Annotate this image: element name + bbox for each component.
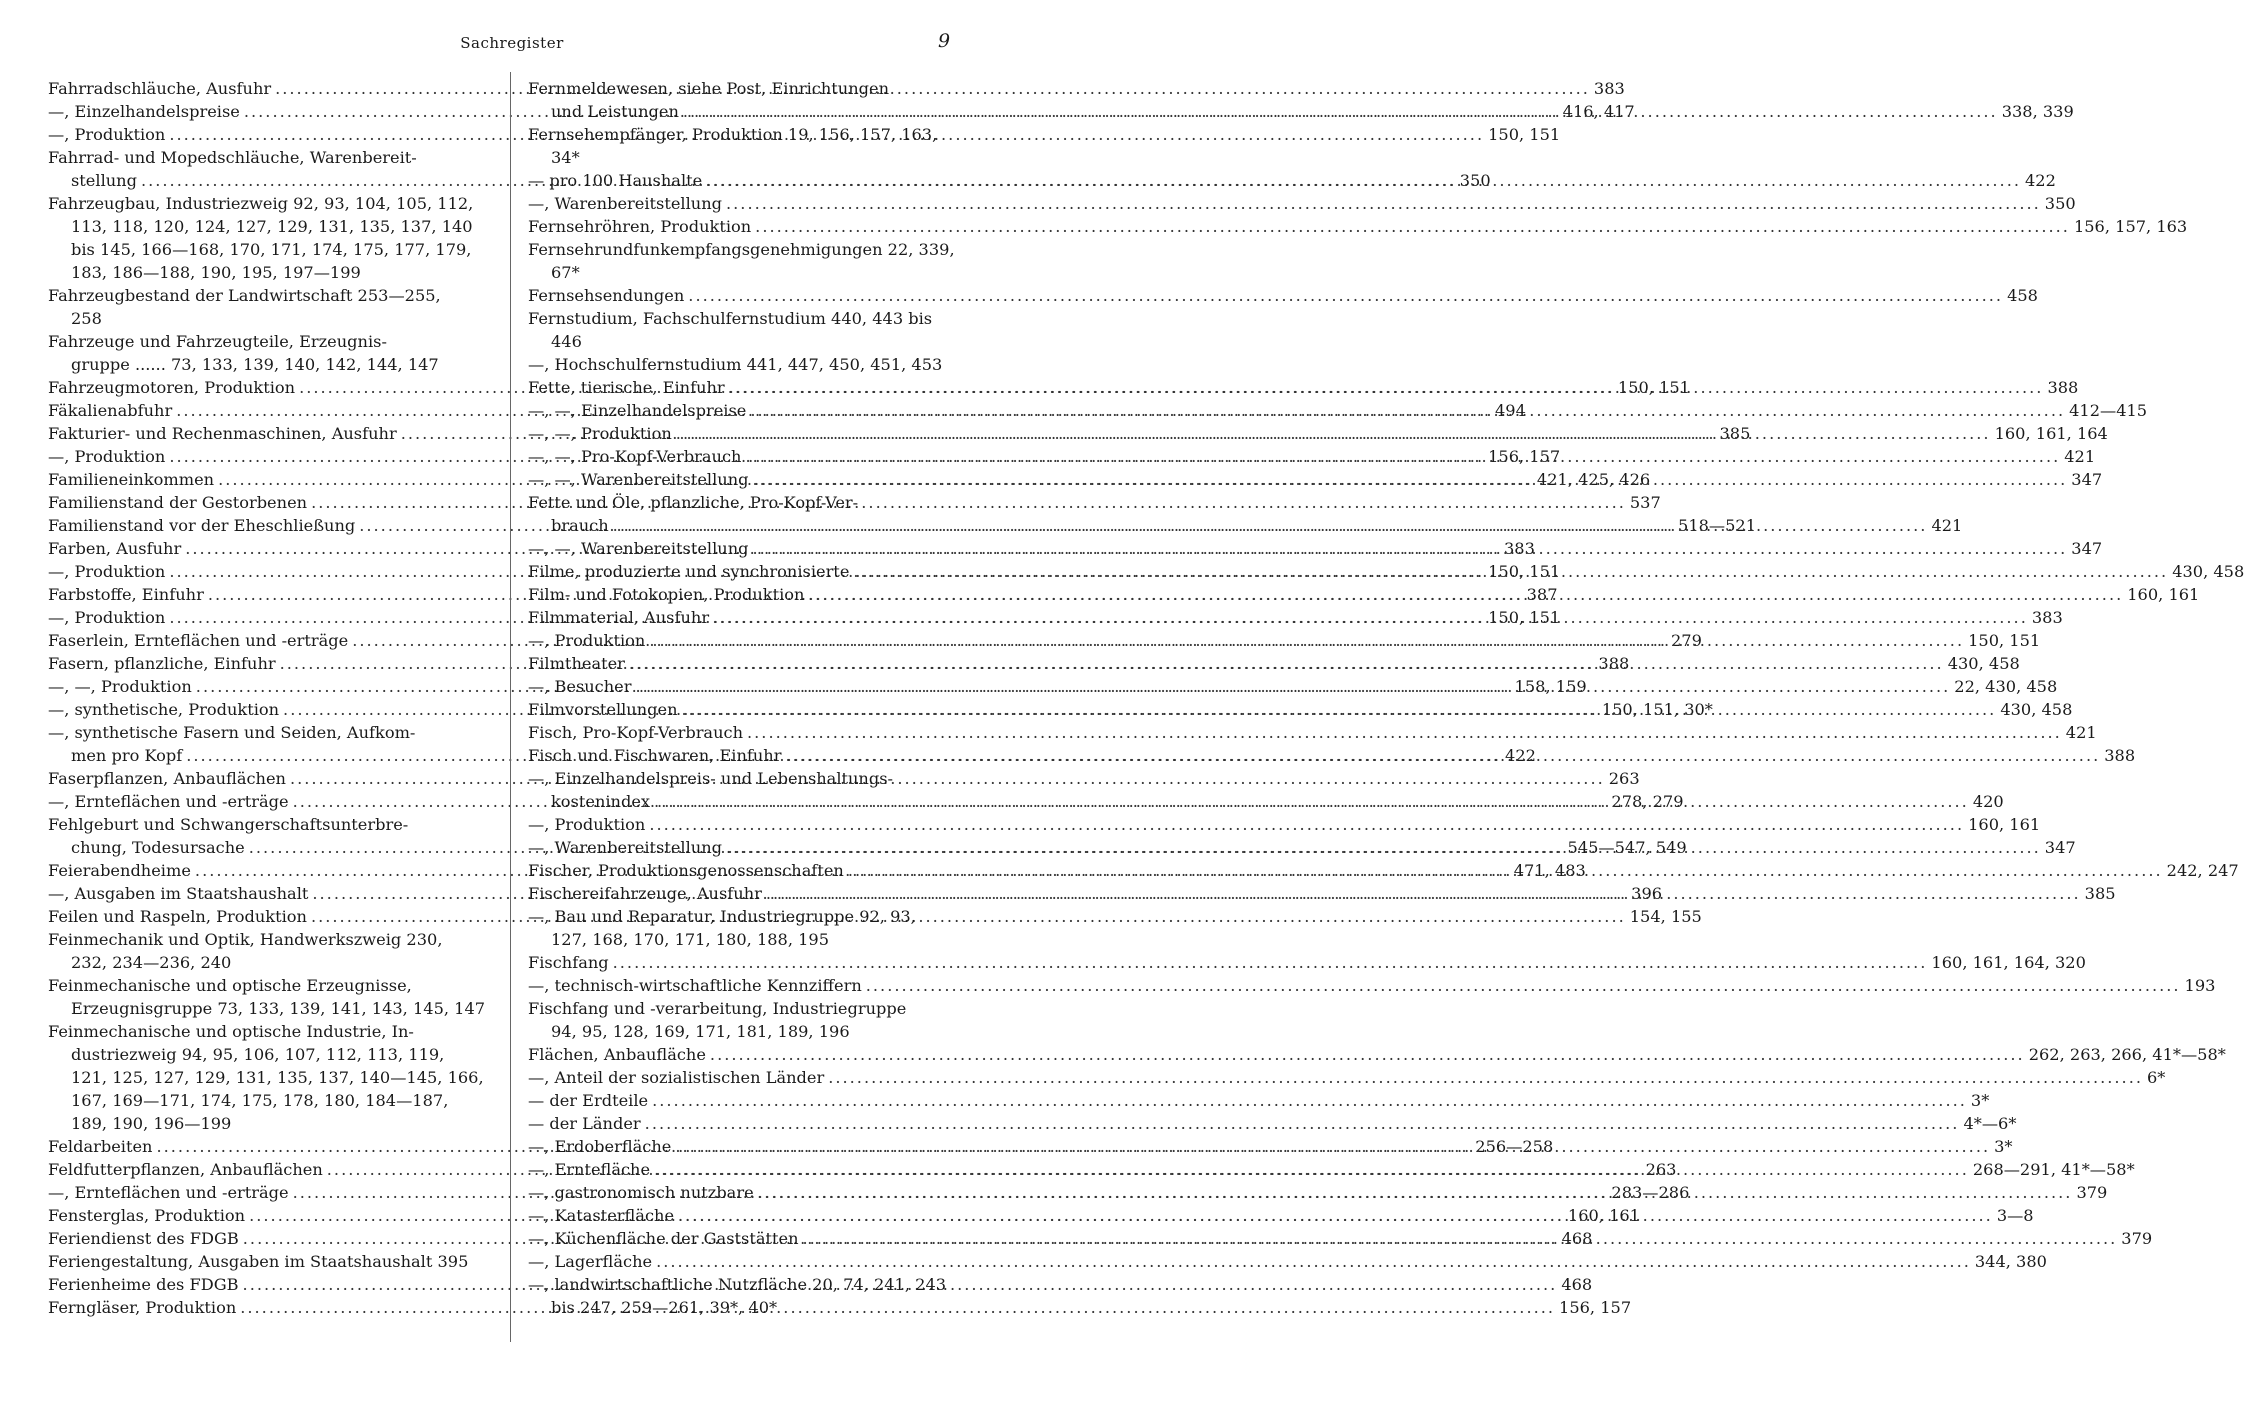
page-reference: 242, 247 <box>2166 861 2239 880</box>
index-term: —, Ausgaben im Staatshaushalt <box>48 884 309 903</box>
dot-leader <box>636 675 1951 698</box>
index-entry <box>528 1066 2166 1089</box>
index-term: Fischereifahrzeuge, Ausfuhr <box>528 884 762 903</box>
page-reference: 3—8 <box>1996 1206 2034 1225</box>
index-term: Faserlein, Ernteflächen und -erträge <box>48 631 349 650</box>
index-entry <box>528 1043 2226 1066</box>
index-entry <box>528 353 963 376</box>
index-entry <box>528 905 963 928</box>
index-entry <box>528 721 2097 744</box>
index-term: Fahrzeugbau, Industriezweig 92, 93, 104, 105, 112, <box>48 194 474 213</box>
index-term: Fischer, Produktionsgenossenschaften <box>528 861 844 880</box>
index-entry <box>528 77 963 100</box>
index-term: Familienstand der Gestorbenen <box>48 493 308 512</box>
index-term: —, Besucher <box>528 677 632 696</box>
index-term: — der Länder <box>528 1114 641 1133</box>
page-reference: 3* <box>1994 1137 2013 1156</box>
dot-leader <box>652 1089 1967 1112</box>
page-reference: 283—286 <box>1611 1183 1690 1202</box>
dot-leader <box>853 560 2168 583</box>
index-term: —, synthetische Fasern und Seiden, Aufkom- <box>48 723 416 742</box>
index-term: —, —, Produktion <box>528 424 672 443</box>
page-reference: 160, 161 <box>1567 1206 1640 1225</box>
index-term: Fahrradschläuche, Ausfuhr <box>48 79 272 98</box>
index-entry <box>48 261 480 284</box>
page-reference: 420 <box>1972 792 2004 811</box>
page-reference: 421 <box>2064 447 2096 466</box>
dot-leader <box>629 652 1944 675</box>
page-reference: 193 <box>2184 976 2216 995</box>
index-entry <box>48 238 480 261</box>
dot-leader <box>311 491 1626 514</box>
page-reference: 421, 425, 426 <box>1536 470 1651 489</box>
dot-leader <box>710 1043 2025 1066</box>
index-entry <box>528 1020 963 1043</box>
index-term: 258 <box>71 309 102 328</box>
index-term: Feldfutterpflanzen, Anbauflächen <box>48 1160 323 1179</box>
dot-leader <box>713 606 2028 629</box>
index-term: —, Ernteflächen und -erträge <box>48 792 289 811</box>
index-entry <box>48 1250 480 1273</box>
dot-leader <box>706 169 2021 192</box>
index-entry <box>528 997 963 1020</box>
index-term: —, Warenbereitstellung <box>528 838 723 857</box>
index-term: chung, Todesursache <box>71 838 245 857</box>
page-reference: 388 <box>2047 378 2079 397</box>
index-term: —, Einzelhandelspreise <box>48 102 240 121</box>
page-reference: 347 <box>2071 470 2103 489</box>
index-term: —, gastronomisch nutzbare <box>528 1183 754 1202</box>
index-entry <box>48 215 480 238</box>
index-term: Flächen, Anbaufläche <box>528 1045 706 1064</box>
index-entry <box>48 1112 480 1135</box>
index-term: Fahrzeugbestand der Landwirtschaft 253—255, <box>48 286 441 305</box>
page-reference: 263 <box>1608 769 1640 788</box>
index-term: —, Produktion <box>48 608 166 627</box>
index-term: Fensterglas, Produktion <box>48 1206 246 1225</box>
index-entry <box>528 330 963 353</box>
dot-leader <box>613 951 1928 974</box>
index-term: —, Lagerfläche <box>528 1252 653 1271</box>
index-term: Fernstudium, Fachschulfernstudium 440, 443 bis <box>528 309 933 328</box>
index-term: Film- und Fotokopien, Produktion <box>528 585 805 604</box>
dot-leader <box>676 422 1991 445</box>
page-reference: 150, 151, 30* <box>1601 700 1713 719</box>
index-entry <box>48 307 480 330</box>
page-reference: 385 <box>2084 884 2116 903</box>
index-term: bis 247, 259—261, 39*, 40* <box>551 1298 778 1317</box>
page-reference: 379 <box>2076 1183 2108 1202</box>
index-term: —, technisch-wirtschaftliche Kennziffern <box>528 976 862 995</box>
index-term: —, Bau und Reparatur, Industriegruppe 92, 93, <box>528 907 916 926</box>
index-term: —, Produktion <box>528 815 646 834</box>
page-reference: 347 <box>2071 539 2103 558</box>
index-term: Familieneinkommen <box>48 470 215 489</box>
index-term: —, Katasterfläche <box>528 1206 675 1225</box>
page-reference: 383 <box>2031 608 2063 627</box>
page-reference: 160, 161 <box>1968 815 2041 834</box>
page-reference: 344, 380 <box>1974 1252 2047 1271</box>
index-term: 121, 125, 127, 129, 131, 135, 137, 140—145, 166, <box>71 1068 484 1087</box>
dot-leader <box>311 905 1626 928</box>
index-term: Fahrzeugmotoren, Produktion <box>48 378 296 397</box>
dot-leader <box>678 1204 1993 1227</box>
index-term: —, Küchenfläche der Gaststätten <box>528 1229 799 1248</box>
page-reference: 350 <box>2044 194 2076 213</box>
index-term: —, Einzelhandelspreis- und Lebenshaltungs- <box>528 769 894 788</box>
page-reference: 388 <box>1598 654 1630 673</box>
page-reference: 347 <box>2044 838 2076 857</box>
page-reference: 494 <box>1494 401 1526 420</box>
index-entry <box>528 767 963 790</box>
index-entry <box>48 192 480 215</box>
index-term: Fernsehsendungen <box>528 286 685 305</box>
index-term: —, Ernteflächen und -erträge <box>48 1183 289 1202</box>
page-reference: 150, 151 <box>1488 608 1561 627</box>
index-term: brauch <box>551 516 609 535</box>
page-reference: 156, 157 <box>1559 1298 1632 1317</box>
index-term: 67* <box>551 263 580 282</box>
index-entry <box>48 353 480 376</box>
index-entry <box>48 721 480 744</box>
index-entry <box>48 1089 480 1112</box>
index-term: Feldarbeiten <box>48 1137 153 1156</box>
index-term: Fahrzeuge und Fahrzeugteile, Erzeugnis- <box>48 332 387 351</box>
index-entry <box>528 215 2188 238</box>
page-reference: 421 <box>1931 516 1963 535</box>
index-term: Filmtheater <box>528 654 625 673</box>
page-reference: 422 <box>2025 171 2056 190</box>
index-entry <box>48 928 480 951</box>
index-entry <box>528 1273 963 1296</box>
page-reference: 150, 151 <box>1968 631 2041 650</box>
dot-leader <box>654 1158 1969 1181</box>
index-term: 189, 190, 196—199 <box>71 1114 232 1133</box>
index-entry <box>528 1250 2047 1273</box>
page-reference: 537 <box>1629 493 1661 512</box>
page-reference: 338, 339 <box>2001 102 2074 121</box>
index-term: men pro Kopf <box>71 746 183 765</box>
index-term: —, —, Produktion <box>48 677 192 696</box>
index-term: Ferngläser, Produktion <box>48 1298 237 1317</box>
index-term: —, —, Warenbereitstellung <box>528 470 749 489</box>
page-reference: 350 <box>1459 171 1491 190</box>
page-reference: 430, 458 <box>1947 654 2020 673</box>
index-entry <box>48 330 480 353</box>
page-reference: 263 <box>1645 1160 1677 1179</box>
page-reference: 3* <box>1970 1091 1990 1110</box>
index-term: —, Produktion <box>528 631 646 650</box>
running-header: Sachregister <box>460 34 564 52</box>
index-term: Feinmechanik und Optik, Handwerkszweig 230, <box>48 930 443 949</box>
page-reference: 156, 157 <box>1488 447 1561 466</box>
page-reference: 412—415 <box>2069 401 2148 420</box>
dot-leader <box>688 284 2003 307</box>
dot-leader <box>683 100 1998 123</box>
index-term: 34* <box>551 148 580 167</box>
page-reference: 468 <box>1561 1229 1593 1248</box>
index-entry <box>528 951 2086 974</box>
dot-leader <box>803 1227 2118 1250</box>
page-reference: 385 <box>1719 424 1751 443</box>
index-term: und Leistungen <box>551 102 679 121</box>
dot-leader <box>866 974 2181 997</box>
index-term: —, Produktion <box>48 447 166 466</box>
dot-leader <box>682 698 1997 721</box>
page-reference: 150, 151 <box>1488 125 1561 144</box>
page-reference: 545—547, 549 <box>1567 838 1687 857</box>
dot-leader <box>729 376 2044 399</box>
index-term: Fischfang <box>528 953 609 972</box>
index-term: Ferienheime des FDGB <box>48 1275 239 1294</box>
index-term: Faserpflanzen, Anbauflächen <box>48 769 286 788</box>
page-reference: 160, 161 <box>2127 585 2200 604</box>
index-term: —, Erntefläche <box>528 1160 651 1179</box>
index-entry <box>48 951 480 974</box>
index-term: —, Anteil der sozialistischen Länder <box>528 1068 825 1087</box>
index-term: —, landwirtschaftliche Nutzfläche 20, 74, 241, 243 <box>528 1275 947 1294</box>
dot-leader <box>785 744 2100 767</box>
dot-leader <box>654 790 1969 813</box>
page-reference: 256—258 <box>1475 1137 1554 1156</box>
page-reference: 416, 417 <box>1562 102 1635 121</box>
page-reference: 262, 263, 266, 41*—58* <box>2028 1045 2226 1064</box>
index-entry <box>528 238 963 261</box>
index-term: Fette und Öle, pflanzliche, Pro-Kopf-Ver- <box>528 493 859 512</box>
index-term: Familienstand vor der Eheschließung <box>48 516 356 535</box>
index-entry <box>48 284 480 307</box>
page-reference: 158, 159 <box>1514 677 1587 696</box>
index-term: 94, 95, 128, 169, 171, 181, 189, 196 <box>551 1022 850 1041</box>
index-term: Fisch, Pro-Kopf-Verbrauch <box>528 723 744 742</box>
index-term: Feriengestaltung, Ausgaben im Staatshaushalt 395 <box>48 1252 469 1271</box>
index-entry <box>48 997 486 1020</box>
index-entry <box>48 1020 480 1043</box>
dot-leader <box>675 1135 1990 1158</box>
page-reference: 150, 151 <box>1617 378 1690 397</box>
index-term: stellung <box>71 171 137 190</box>
index-term: 113, 118, 120, 124, 127, 129, 131, 135, 137, 140 <box>71 217 473 236</box>
page-reference: 430, 458 <box>2172 562 2244 581</box>
index-term: Filmvorstellungen <box>528 700 678 719</box>
index-term: —, —, Pro-Kopf-Verbrauch <box>528 447 742 466</box>
dot-leader <box>649 629 1964 652</box>
index-term: — pro 100 Haushalte <box>528 171 703 190</box>
index-term: —, synthetische, Produktion <box>48 700 280 719</box>
index-entry <box>528 928 963 951</box>
index-term: —, Warenbereitstellung <box>528 194 723 213</box>
page-reference: 383 <box>1593 79 1625 98</box>
index-entry <box>48 1066 484 1089</box>
index-term: Fahrrad- und Mopedschläuche, Warenbereit- <box>48 148 417 167</box>
dot-leader <box>613 514 1928 537</box>
index-term: Fernmeldewesen, siehe Post, Einrichtungen <box>528 79 890 98</box>
index-entry <box>528 307 963 330</box>
index-term: —, Produktion <box>48 562 166 581</box>
dot-leader <box>726 836 2041 859</box>
page-reference: 518—521 <box>1678 516 1757 535</box>
page-reference: 471, 483 <box>1513 861 1586 880</box>
dot-leader <box>726 192 2041 215</box>
page-reference: 160, 161, 164, 320 <box>1931 953 2086 972</box>
index-entry <box>528 284 2038 307</box>
dot-leader <box>766 882 2081 905</box>
index-term: Fette, tierische, Einfuhr <box>528 378 725 397</box>
index-term: gruppe ...... 73, 133, 139, 140, 142, 144, 147 <box>71 355 439 374</box>
page-reference: 6* <box>2147 1068 2166 1087</box>
index-term: —, —, Einzelhandelspreise <box>528 401 747 420</box>
page-reference: 379 <box>2121 1229 2153 1248</box>
index-entry <box>528 192 2076 215</box>
index-term: —, —, Warenbereitstellung <box>528 539 749 558</box>
page-reference: 383 <box>1503 539 1535 558</box>
index-entry <box>528 813 2041 836</box>
index-term: 167, 169—171, 174, 175, 178, 180, 184—187, <box>71 1091 449 1110</box>
index-term: 183, 186—188, 190, 195, 197—199 <box>71 263 361 282</box>
dot-leader <box>747 721 2062 744</box>
dot-leader <box>656 1250 1971 1273</box>
index-entry <box>48 813 480 836</box>
index-term: Feierabendheime <box>48 861 191 880</box>
dot-leader <box>745 445 2060 468</box>
index-entry <box>48 1043 480 1066</box>
column-divider <box>510 72 511 1342</box>
page-reference: 458 <box>2007 286 2038 305</box>
page-reference: 22, 430, 458 <box>1954 677 2058 696</box>
dot-leader <box>755 215 2070 238</box>
page-number: 9 <box>938 30 951 52</box>
index-term: Feinmechanische und optische Industrie, In- <box>48 1022 414 1041</box>
index-term: Feinmechanische und optische Erzeugnisse, <box>48 976 412 995</box>
index-term: Fernsehrundfunkempfangsgenehmigungen 22, 339, <box>528 240 955 259</box>
index-term: 232, 234—236, 240 <box>71 953 232 972</box>
index-term: Fehlgeburt und Schwangerschaftsunterbre- <box>48 815 409 834</box>
dot-leader <box>649 813 1964 836</box>
dot-leader <box>645 1112 1960 1135</box>
page-reference: 430, 458 <box>2000 700 2073 719</box>
index-term: —, Hochschulfernstudium 441, 447, 450, 451, 453 <box>528 355 943 374</box>
index-term: kostenindex <box>551 792 651 811</box>
page-reference: 396 <box>1631 884 1663 903</box>
index-term: Fernsehröhren, Produktion <box>528 217 752 236</box>
index-term: Fernsehempfänger, Produktion 19, 156, 157, 163, <box>528 125 938 144</box>
index-entry <box>528 1296 963 1319</box>
dot-leader <box>752 537 2067 560</box>
index-term: Fischfang und -verarbeitung, Industriegruppe <box>528 999 907 1018</box>
page-reference: 150, 151 <box>1488 562 1561 581</box>
page-reference: 387 <box>1526 585 1558 604</box>
dot-leader <box>750 399 2065 422</box>
index-term: Feilen und Raspeln, Produktion <box>48 907 307 926</box>
index-term: dustriezweig 94, 95, 106, 107, 112, 113, 119, <box>71 1045 445 1064</box>
index-term: Fasern, pflanzliche, Einfuhr <box>48 654 276 673</box>
index-term: Fisch und Fischwaren, Einfuhr <box>528 746 782 765</box>
index-entry <box>528 491 963 514</box>
index-entry <box>528 974 2216 997</box>
index-term: Fakturier- und Rechenmaschinen, Ausfuhr <box>48 424 397 443</box>
index-term: Filme, produzierte und synchronisierte <box>528 562 850 581</box>
index-term: Fäkalienabfuhr <box>48 401 173 420</box>
index-term: Feriendienst des FDGB <box>48 1229 239 1248</box>
index-term: Filmmaterial, Ausfuhr <box>528 608 710 627</box>
index-entry <box>528 146 963 169</box>
dot-leader <box>752 468 2067 491</box>
page-reference: 388 <box>2104 746 2136 765</box>
page-reference: 468 <box>1561 1275 1593 1294</box>
index-entry <box>48 146 480 169</box>
index-term: 446 <box>551 332 582 351</box>
index-term: Farben, Ausfuhr <box>48 539 182 558</box>
index-entry <box>528 1112 2017 1135</box>
page-reference: 4*—6* <box>1963 1114 2017 1133</box>
index-entry <box>48 974 480 997</box>
page-reference: 278, 279 <box>1611 792 1684 811</box>
index-term: —, Produktion <box>48 125 166 144</box>
index-term: 127, 168, 170, 171, 180, 188, 195 <box>551 930 830 949</box>
index-term: —, Erdoberfläche <box>528 1137 672 1156</box>
page-reference: 421 <box>2065 723 2097 742</box>
index-term: — der Erdteile <box>528 1091 649 1110</box>
index-term: Erzeugnisgruppe 73, 133, 139, 141, 143, 145, 147 <box>71 999 486 1018</box>
page-reference: 268—291, 41*—58* <box>1972 1160 2135 1179</box>
index-entry <box>528 261 963 284</box>
dot-leader <box>758 1181 2073 1204</box>
index-term: Farbstoffe, Einfuhr <box>48 585 204 604</box>
index-entry <box>528 123 963 146</box>
index-entry <box>528 1089 1990 1112</box>
dot-leader <box>848 859 2163 882</box>
dot-leader <box>808 583 2123 606</box>
index-term: bis 145, 166—168, 170, 171, 174, 175, 177, 179, <box>71 240 472 259</box>
page-reference: 156, 157, 163 <box>2073 217 2188 236</box>
page-reference: 154, 155 <box>1629 907 1702 926</box>
page-reference: 160, 161, 164 <box>1994 424 2108 443</box>
dot-leader <box>828 1066 2143 1089</box>
page-reference: 279 <box>1670 631 1702 650</box>
page-reference: 422 <box>1505 746 1536 765</box>
